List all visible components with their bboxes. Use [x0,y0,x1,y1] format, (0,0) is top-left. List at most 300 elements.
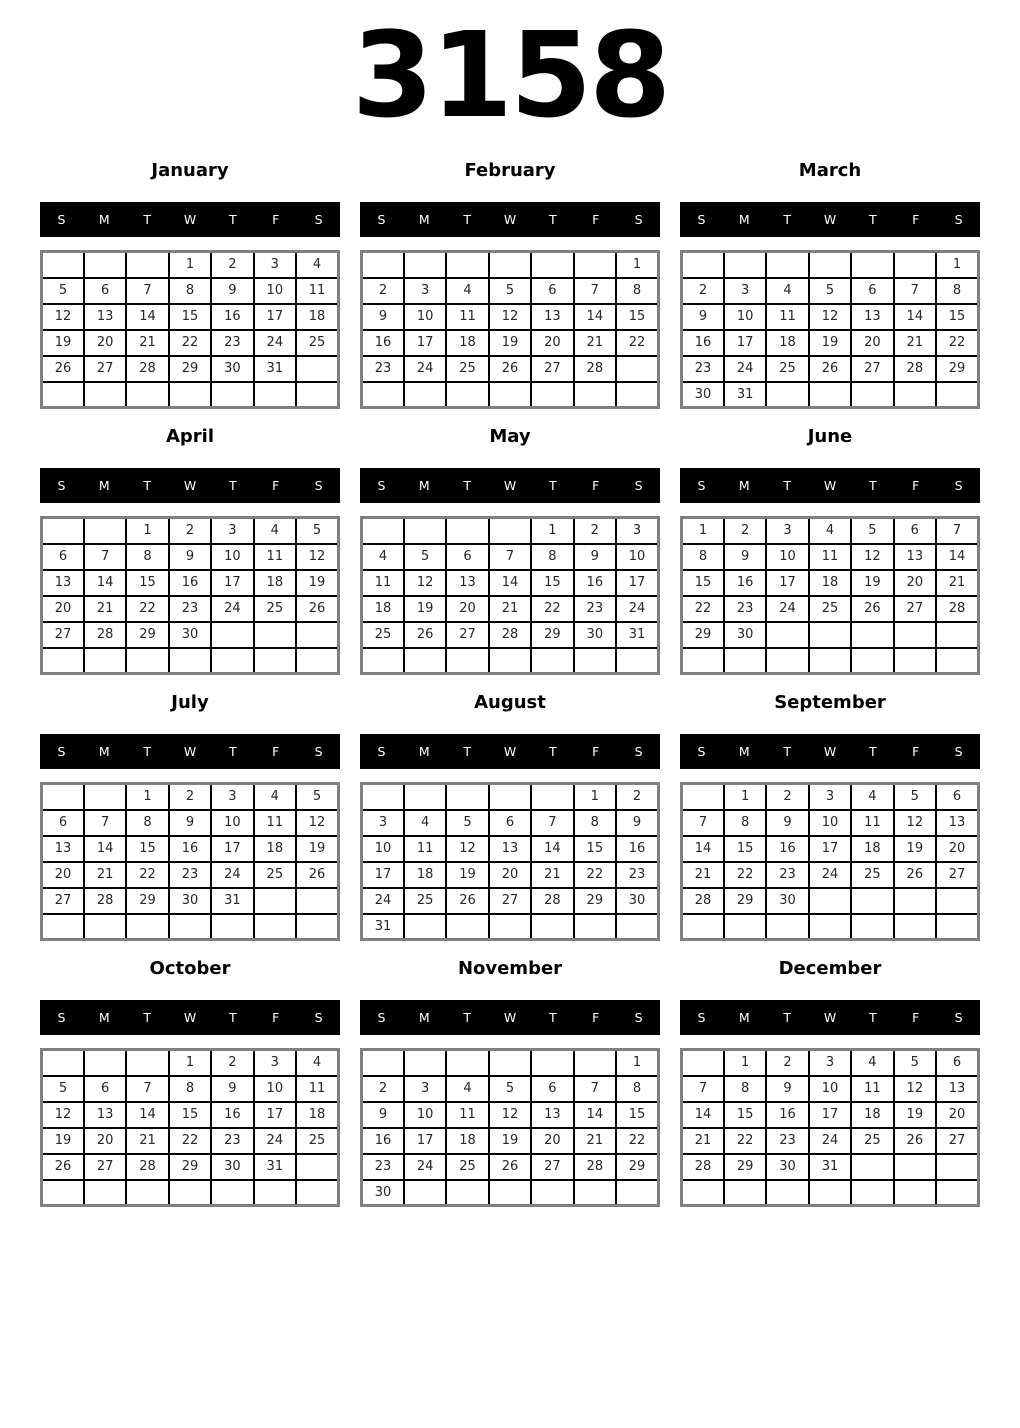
weekday-label: T [143,1010,151,1025]
day-cell: 17 [254,1102,296,1128]
empty-day-cell [362,252,404,278]
empty-day-cell [851,1180,893,1206]
day-cell: 2 [362,278,404,304]
empty-day-cell [84,1050,126,1076]
empty-day-cell [404,1050,446,1076]
day-cell: 6 [851,278,893,304]
weekday-label: S [314,1010,323,1025]
empty-day-cell [851,1154,893,1180]
empty-day-cell [211,382,253,408]
day-cell: 4 [254,518,296,544]
day-cell: 22 [936,330,978,356]
empty-day-cell [894,622,936,648]
day-cell: 12 [296,544,338,570]
empty-day-cell [851,382,893,408]
day-cell: 30 [169,622,211,648]
day-cell: 1 [126,784,168,810]
day-cell: 11 [254,544,296,570]
day-cell: 29 [126,622,168,648]
empty-day-cell [531,648,573,674]
day-cell: 21 [682,862,724,888]
day-cell: 8 [126,544,168,570]
day-cell: 23 [169,596,211,622]
empty-day-cell [489,648,531,674]
empty-day-cell [894,1154,936,1180]
day-cell: 18 [296,1102,338,1128]
day-cell: 15 [169,304,211,330]
weekday-label: T [229,212,237,227]
empty-day-cell [84,518,126,544]
week-row [42,1102,339,1128]
weekday-label: M [418,212,430,227]
day-cell: 3 [254,252,296,278]
weekday-label: S [57,744,66,759]
month-title: September [774,692,886,713]
week-row [42,356,339,382]
day-cell: 6 [42,544,84,570]
month-grid-table [40,1048,340,1207]
empty-day-cell [809,648,851,674]
day-cell: 16 [682,330,724,356]
weekday-label: S [57,478,66,493]
empty-day-cell [254,648,296,674]
day-cell: 9 [766,1076,808,1102]
week-row [42,570,339,596]
day-cell: 23 [362,356,404,382]
empty-day-cell [894,1180,936,1206]
weekday-label: W [823,744,837,759]
week-row [362,914,659,940]
day-cell: 9 [362,304,404,330]
weekday-label: S [634,212,643,227]
empty-day-cell [936,648,978,674]
day-cell: 8 [531,544,573,570]
month-title: May [489,426,531,447]
day-cell: 23 [766,862,808,888]
week-row [42,836,339,862]
day-cell: 15 [531,570,573,596]
weekday-header-bar [360,468,660,503]
week-row [682,518,979,544]
weekday-label: W [503,212,517,227]
day-cell: 24 [809,1128,851,1154]
weekday-label: S [697,1010,706,1025]
day-cell: 2 [766,784,808,810]
month-grid-table [680,1048,980,1207]
empty-day-cell [84,784,126,810]
day-cell: 2 [574,518,616,544]
weekday-header-bar [680,734,980,769]
day-cell: 12 [42,1102,84,1128]
day-cell: 17 [766,570,808,596]
day-cell: 25 [362,622,404,648]
weekday-label: M [738,212,750,227]
day-cell: 3 [404,278,446,304]
weekday-label: S [954,478,963,493]
day-cell: 13 [42,836,84,862]
day-cell: 10 [362,836,404,862]
day-cell: 16 [211,304,253,330]
day-cell: 13 [894,544,936,570]
day-cell: 9 [724,544,766,570]
empty-day-cell [851,252,893,278]
empty-day-cell [84,252,126,278]
weekday-label: T [549,744,557,759]
day-cell: 25 [809,596,851,622]
day-cell: 22 [126,862,168,888]
week-row [42,810,339,836]
weekday-label: T [143,478,151,493]
day-cell: 27 [531,1154,573,1180]
day-cell: 10 [254,278,296,304]
day-cell: 8 [724,1076,766,1102]
empty-day-cell [809,252,851,278]
day-cell: 29 [574,888,616,914]
weekday-label: T [869,478,877,493]
week-row [42,518,339,544]
day-cell: 24 [211,596,253,622]
day-cell: 14 [682,836,724,862]
day-cell: 23 [574,596,616,622]
day-cell: 5 [296,784,338,810]
empty-day-cell [42,784,84,810]
week-row [42,1154,339,1180]
day-cell: 2 [169,784,211,810]
day-cell: 6 [84,1076,126,1102]
day-cell: 13 [446,570,488,596]
day-cell: 22 [126,596,168,622]
day-cell: 15 [616,1102,658,1128]
day-cell: 16 [766,836,808,862]
day-cell: 4 [851,784,893,810]
empty-day-cell [42,252,84,278]
empty-day-cell [362,1050,404,1076]
weekday-label: T [463,1010,471,1025]
day-cell: 1 [616,252,658,278]
day-cell: 14 [489,570,531,596]
day-cell: 21 [126,330,168,356]
day-cell: 30 [169,888,211,914]
empty-day-cell [296,1154,338,1180]
empty-day-cell [126,1180,168,1206]
day-cell: 18 [446,1128,488,1154]
weekday-label: W [183,744,197,759]
empty-day-cell [682,1180,724,1206]
day-cell: 14 [574,1102,616,1128]
day-cell: 30 [211,356,253,382]
day-cell: 26 [42,1154,84,1180]
day-cell: 1 [724,784,766,810]
day-cell: 7 [84,544,126,570]
day-cell: 23 [766,1128,808,1154]
weekday-label: T [463,212,471,227]
week-row [362,1050,659,1076]
weekday-label: S [314,478,323,493]
weekday-label: W [503,1010,517,1025]
day-cell: 8 [682,544,724,570]
day-cell: 16 [169,570,211,596]
day-cell: 26 [894,862,936,888]
empty-day-cell [254,914,296,940]
day-cell: 25 [296,1128,338,1154]
day-cell: 11 [809,544,851,570]
day-cell: 3 [766,518,808,544]
week-row [362,888,659,914]
month-block [360,692,660,941]
day-cell: 26 [489,356,531,382]
empty-day-cell [254,622,296,648]
day-cell: 3 [404,1076,446,1102]
day-cell: 20 [936,1102,978,1128]
day-cell: 5 [42,1076,84,1102]
day-cell: 29 [724,1154,766,1180]
day-cell: 4 [254,784,296,810]
week-row [682,330,979,356]
day-cell: 21 [936,570,978,596]
day-cell: 27 [446,622,488,648]
empty-day-cell [404,784,446,810]
week-row [42,648,339,674]
day-cell: 7 [682,1076,724,1102]
day-cell: 9 [169,544,211,570]
month-grid-table [680,250,980,409]
day-cell: 12 [851,544,893,570]
day-cell: 1 [574,784,616,810]
empty-day-cell [84,914,126,940]
day-cell: 24 [766,596,808,622]
day-cell: 22 [724,1128,766,1154]
month-grid-table [360,516,660,675]
week-row [362,622,659,648]
day-cell: 2 [682,278,724,304]
empty-day-cell [362,382,404,408]
empty-day-cell [574,382,616,408]
weekday-label: M [98,1010,110,1025]
month-grid-table [680,782,980,941]
day-cell: 1 [724,1050,766,1076]
month-title: October [149,958,231,979]
day-cell: 25 [254,862,296,888]
day-cell: 28 [84,622,126,648]
day-cell: 8 [936,278,978,304]
empty-day-cell [42,382,84,408]
day-cell: 29 [126,888,168,914]
week-row [42,914,339,940]
day-cell: 14 [126,1102,168,1128]
day-cell: 21 [574,330,616,356]
week-row [362,518,659,544]
week-row [42,278,339,304]
day-cell: 2 [766,1050,808,1076]
day-cell: 31 [616,622,658,648]
week-row [42,252,339,278]
day-cell: 9 [616,810,658,836]
weekday-label: F [272,212,280,227]
day-cell: 25 [446,356,488,382]
day-cell: 1 [531,518,573,544]
day-cell: 28 [489,622,531,648]
day-cell: 25 [851,1128,893,1154]
weekday-label: M [738,1010,750,1025]
week-row [362,570,659,596]
day-cell: 5 [404,544,446,570]
month-block [40,958,340,1207]
day-cell: 27 [42,888,84,914]
day-cell: 8 [126,810,168,836]
weekday-label: S [314,212,323,227]
day-cell: 21 [531,862,573,888]
empty-day-cell [809,888,851,914]
day-cell: 15 [169,1102,211,1128]
empty-day-cell [724,914,766,940]
day-cell: 10 [616,544,658,570]
empty-day-cell [682,784,724,810]
day-cell: 28 [682,1154,724,1180]
day-cell: 22 [682,596,724,622]
day-cell: 12 [42,304,84,330]
day-cell: 22 [169,330,211,356]
day-cell: 16 [766,1102,808,1128]
empty-day-cell [724,648,766,674]
weekday-label: T [463,744,471,759]
week-row [682,1076,979,1102]
empty-day-cell [574,648,616,674]
day-cell: 27 [894,596,936,622]
day-cell: 7 [126,1076,168,1102]
day-cell: 3 [211,784,253,810]
week-row [682,810,979,836]
month-title: August [474,692,546,713]
day-cell: 6 [894,518,936,544]
day-cell: 6 [84,278,126,304]
day-cell: 20 [84,1128,126,1154]
day-cell: 20 [851,330,893,356]
day-cell: 12 [489,1102,531,1128]
empty-day-cell [296,382,338,408]
day-cell: 4 [809,518,851,544]
month-grid-table [680,516,980,675]
week-row [682,356,979,382]
day-cell: 15 [126,836,168,862]
day-cell: 11 [254,810,296,836]
empty-day-cell [169,914,211,940]
weekday-label: T [869,212,877,227]
week-row [682,304,979,330]
weekday-label: T [143,212,151,227]
empty-day-cell [616,914,658,940]
empty-day-cell [211,622,253,648]
day-cell: 8 [169,1076,211,1102]
week-row [362,252,659,278]
month-grid-table [360,1048,660,1207]
day-cell: 24 [616,596,658,622]
day-cell: 20 [42,862,84,888]
empty-day-cell [489,914,531,940]
weekday-header-bar [360,202,660,237]
empty-day-cell [936,1180,978,1206]
day-cell: 27 [531,356,573,382]
day-cell: 27 [489,888,531,914]
day-cell: 4 [851,1050,893,1076]
empty-day-cell [42,1180,84,1206]
day-cell: 4 [296,1050,338,1076]
empty-day-cell [42,914,84,940]
weekday-label: M [418,744,430,759]
empty-day-cell [531,382,573,408]
empty-day-cell [766,914,808,940]
day-cell: 12 [809,304,851,330]
day-cell: 17 [211,836,253,862]
day-cell: 10 [809,1076,851,1102]
day-cell: 19 [894,836,936,862]
empty-day-cell [936,382,978,408]
day-cell: 5 [489,1076,531,1102]
week-row [362,836,659,862]
week-row [42,1128,339,1154]
day-cell: 19 [296,570,338,596]
day-cell: 17 [809,1102,851,1128]
empty-day-cell [211,914,253,940]
empty-day-cell [894,888,936,914]
day-cell: 9 [211,278,253,304]
weekday-label: T [869,1010,877,1025]
day-cell: 25 [766,356,808,382]
empty-day-cell [126,914,168,940]
day-cell: 26 [489,1154,531,1180]
weekday-label: T [549,212,557,227]
day-cell: 22 [616,1128,658,1154]
day-cell: 30 [574,622,616,648]
day-cell: 8 [616,278,658,304]
months-grid [40,160,980,1207]
empty-day-cell [682,648,724,674]
day-cell: 24 [362,888,404,914]
day-cell: 11 [446,304,488,330]
weekday-label: S [57,212,66,227]
empty-day-cell [446,382,488,408]
empty-day-cell [809,622,851,648]
week-row [42,596,339,622]
day-cell: 1 [616,1050,658,1076]
day-cell: 28 [574,356,616,382]
week-row [682,836,979,862]
week-row [42,888,339,914]
weekday-header-bar [40,1000,340,1035]
day-cell: 19 [851,570,893,596]
day-cell: 15 [724,1102,766,1128]
day-cell: 10 [211,544,253,570]
week-row [362,382,659,408]
day-cell: 23 [616,862,658,888]
week-row [682,1128,979,1154]
day-cell: 28 [682,888,724,914]
day-cell: 9 [362,1102,404,1128]
empty-day-cell [682,914,724,940]
day-cell: 10 [404,1102,446,1128]
day-cell: 3 [809,1050,851,1076]
weekday-label: F [592,478,600,493]
weekday-label: T [783,478,791,493]
week-row [682,862,979,888]
empty-day-cell [851,888,893,914]
day-cell: 21 [682,1128,724,1154]
weekday-label: T [229,1010,237,1025]
empty-day-cell [169,382,211,408]
day-cell: 17 [404,330,446,356]
day-cell: 30 [362,1180,404,1206]
day-cell: 16 [169,836,211,862]
day-cell: 18 [296,304,338,330]
